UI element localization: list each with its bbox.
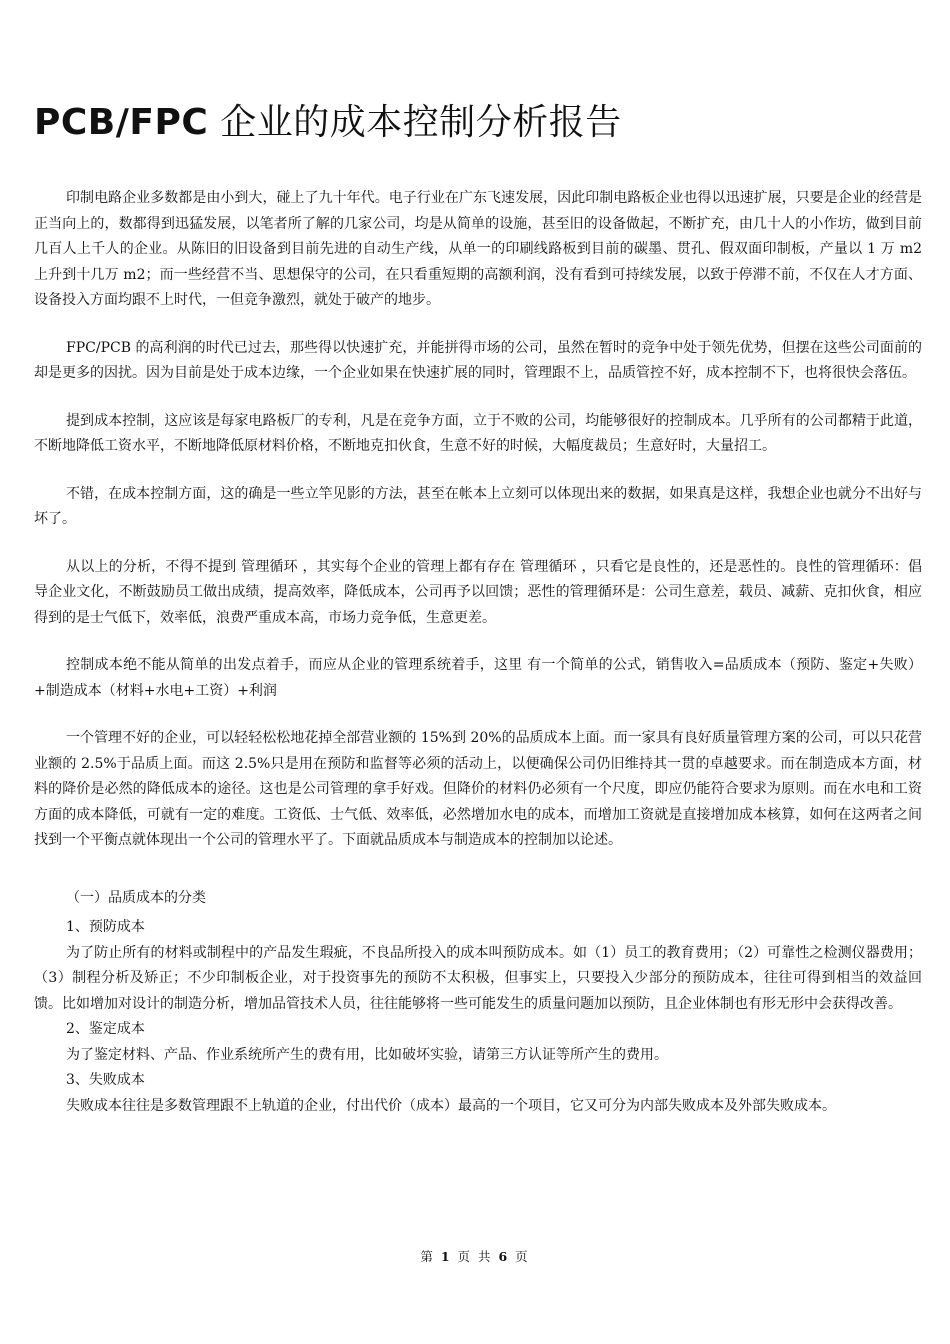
footer-middle: 页 共 <box>457 1249 493 1264</box>
section-heading: （一）品质成本的分类 <box>66 889 206 906</box>
item-heading: 3、失败成本 <box>66 1072 145 1088</box>
paragraph: 提到成本控制，这应该是每家电路板厂的专利，凡是在竞争方面，立于不败的公司，均能够很好的控制成本。几乎所有的公司都精于此道，不断地降低工资水平，不断地降低原材料价格，不断地克扣伙食，生意不好的时候，大幅度裁员；生意好时，大量招工。 <box>34 412 922 454</box>
paragraph: 一个管理不好的企业，可以轻轻松松地花掉全部营业额的 15%到 20%的品质成本上面。而一家具有良好质量管理方案的公司，可以只花营业额的 2.5%于品质上面。而这 2.5%只是用在预防和监督等必须的活动上，以便确保公司仍旧维持其一贯的卓越要求。而在制造成本方面，材料的降价是必然的降低成本的途径。这也是公司管理的拿手好戏。但降价的材料仍必须有一个尺度，即应仍能符合要求为原则。而在水电和工资方面的成本降低，可就有一定的难度。工资低、士气低、效率低，必然增加水电的成本，而增加工资就是直接增加成本核算，如何在这两者之间找到一个平衡点就体现出一个公司的管理水平了。下面就品质成本与制造成本的控制加以论述。 <box>34 730 922 848</box>
footer-suffix: 页 <box>515 1249 530 1264</box>
document-title <box>34 94 622 145</box>
footer-page-number: 1 <box>440 1249 452 1264</box>
paragraph: FPC/PCB 的高利润的时代已过去，那些得以快速扩充，并能拼得市场的公司，虽然在暂时的竞争中处于领先优势，但摆在这些公司面前的却是更多的因扰。因为目前是处于成本边缘，一个企业如果在快速扩展的同时，管理跟不上，品质管控不好，成本控制不下，也将很快会落伍。 <box>34 339 922 381</box>
document-body <box>34 186 922 1119</box>
title-zh: 企业的成本控制分析报告 <box>220 102 622 143</box>
footer-prefix: 第 <box>420 1249 435 1264</box>
item-text: 为了防止所有的材料或制程中的产品发生瑕疵，不良品所投入的成本叫预防成本。如（1）员工的教育费用；（2）可靠性之检测仪器费用；（3）制程分析及矫正；不少印制板企业，对于投资事先的预防不太积极，但事实上，只要投入少部分的预防成本，往往可得到相当的效益回馈。比如增加对设计的制造分析，增加品管技术人员，往往能够将一些可能发生的质量问题加以预防，且企业体制也有形无形中会获得改善。 <box>34 944 922 1012</box>
paragraph: 不错，在成本控制方面，这的确是一些立竿见影的方法，甚至在帐本上立刻可以体现出来的数据，如果真是这样，我想企业也就分不出好与坏了。 <box>34 485 922 527</box>
page-footer <box>0 1247 950 1265</box>
item-heading: 1、预防成本 <box>66 919 145 935</box>
item-heading: 2、鉴定成本 <box>66 1021 145 1037</box>
paragraph: 从以上的分析，不得不提到 管理循环 ，其实每个企业的管理上都有存在 管理循环 ，只看它是良性的，还是恶性的。良性的管理循环：倡导企业文化，不断鼓励员工做出成绩，提高效率，降低成本，公司再予以回馈；恶性的管理循环是：公司生意差，载员、减薪、克扣伙食，相应得到的是士气低下，效率低，浪费严重成本高，市场力竞争低，生意更差。 <box>34 558 922 626</box>
item-text: 失败成本往往是多数管理跟不上轨道的企业，付出代价（成本）最高的一个项目，它又可分为内部失败成本及外部失败成本。 <box>66 1097 836 1114</box>
paragraph: 印制电路企业多数都是由小到大，碰上了九十年代。电子行业在广东飞速发展，因此印制电路板企业也得以迅速扩展，只要是企业的经营是正当向上的，数都得到迅猛发展，以笔者所了解的几家公司，均是从简单的设施，甚至旧的设备做起，不断扩充，由几十人的小作坊，做到目前几百人上千人的企业。从陈旧的旧设备到目前先进的自动生产线，从单一的印刷线路板到目前的碳墨、贯孔、假双面印制板，产量以 1 万 m2 上升到十几万 m2；而一些经营不当、思想保守的公司，在只看重短期的高额利润，没有看到可持续发展，以致于停滞不前，不仅在人才方面、设备投入方面均跟不上时代，一但竞争激烈，就处于破产的地步。 <box>34 190 922 308</box>
footer-total-pages: 6 <box>498 1249 510 1264</box>
paragraph: 控制成本绝不能从简单的出发点着手，而应从企业的管理系统着手，这里 有一个简单的公式，销售收入=品质成本（预防、鉴定+失败）+制造成本（材料+水电+工资）+利润 <box>34 657 922 699</box>
item-text: 为了鉴定材料、产品、作业系统所产生的费有用，比如破坏实验，请第三方认证等所产生的费用。 <box>66 1046 668 1063</box>
title-en: PCB/FPC <box>34 102 209 143</box>
